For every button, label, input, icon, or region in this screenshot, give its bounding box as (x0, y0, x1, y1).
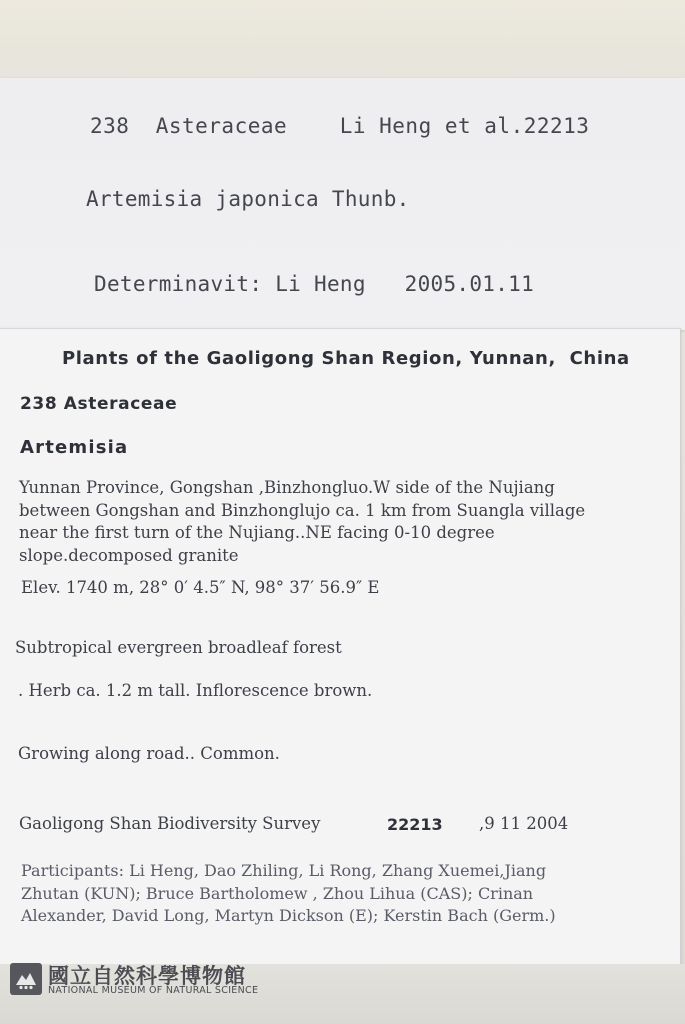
locality-line: slope.decomposed granite (19, 545, 239, 565)
determination-determinavit-line: Determinavit: Li Heng 2005.01.11 (94, 272, 535, 296)
museum-logo-icon (10, 963, 42, 995)
collection-occurrence: Growing along road.. Common. (18, 744, 280, 763)
survey-collection-number: 22213 (387, 815, 443, 834)
herbarium-sheet-background (0, 0, 685, 80)
museum-name-chinese: 國立自然科學博物館 (48, 964, 246, 988)
determination-species-name: Artemisia japonica Thunb. (86, 187, 410, 211)
collection-participants (21, 860, 661, 928)
museum-name-english: NATIONAL MUSEUM OF NATURAL SCIENCE (48, 985, 259, 996)
collection-label-header: Plants of the Gaoligong Shan Region, Yunnan, China (62, 348, 630, 369)
locality-line: near the first turn of the Nujiang..NE facing 0-10 degree (19, 523, 495, 542)
participants-line: Alexander, David Long, Martyn Dickson (E); Kerstin Bach (Germ.) (21, 906, 556, 925)
collection-locality (19, 477, 669, 567)
participants-line: Zhutan (KUN); Bruce Bartholomew , Zhou Lihua (CAS); Crinan (21, 883, 534, 903)
collection-genus: Artemisia (20, 437, 129, 458)
locality-line: between Gongshan and Binzhonglujo ca. 1 km from Suangla village (19, 500, 586, 520)
locality-line: Yunnan Province, Gongshan ,Binzhongluo.W side of the Nujiang (19, 478, 555, 497)
collection-elevation-coordinates: Elev. 1740 m, 28° 0′ 4.5″ N, 98° 37′ 56.9″ E (21, 578, 380, 597)
participants-line: Participants: Li Heng, Dao Zhiling, Li Rong, Zhang Xuemei,Jiang (21, 861, 547, 880)
collection-plant-description: . Herb ca. 1.2 m tall. Inflorescence brown. (18, 681, 373, 700)
survey-name: Gaoligong Shan Biodiversity Survey (19, 814, 321, 833)
determination-accession-line: 238 Asteraceae Li Heng et al.22213 (90, 114, 590, 138)
collection-habitat: Subtropical evergreen broadleaf forest (15, 638, 342, 657)
collection-family: 238 Asteraceae (20, 394, 178, 414)
survey-collection-date: ,9 11 2004 (479, 814, 569, 833)
